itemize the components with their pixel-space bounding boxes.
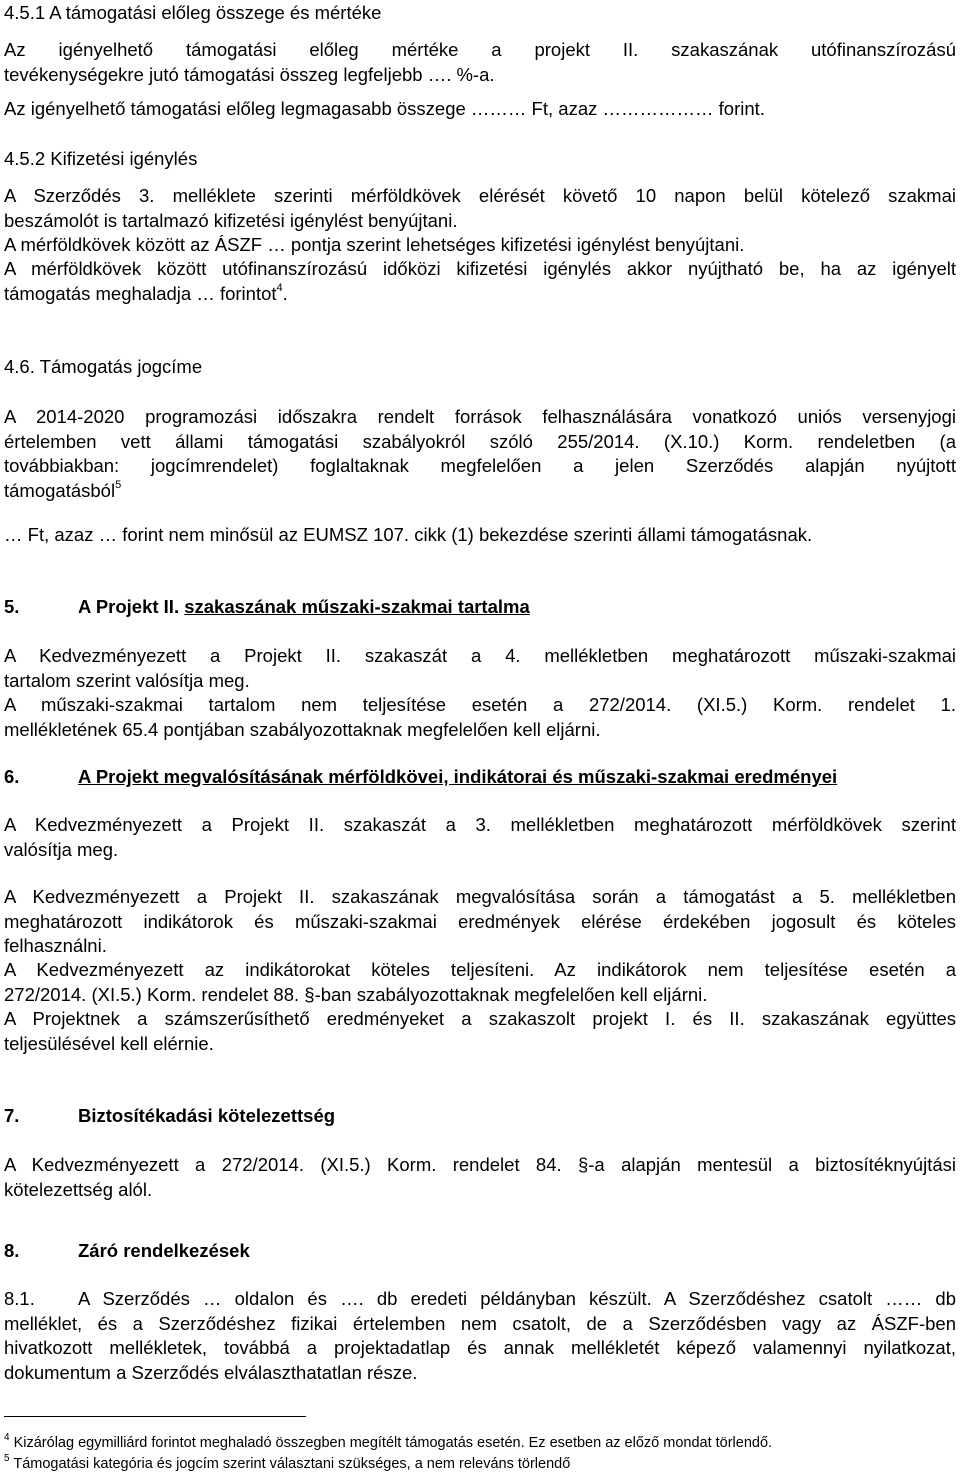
section-6-paragraph-3 xyxy=(4,958,956,1007)
section-4-5-2-heading: 4.5.2 Kifizetési igénylés xyxy=(4,148,198,169)
text-line: melléklet, és a Szerződéshez fizikai értelemben nem csatolt, de a Szerződésben vagy az ÁSZF-ben xyxy=(4,1312,956,1334)
text-line: teljesülésével kell elérnie. xyxy=(4,1032,214,1054)
section-6-paragraph-1 xyxy=(4,813,956,862)
footnote-ref-4[interactable]: 4 xyxy=(276,282,283,295)
text-line: A műszaki-szakmai tartalom nem teljesítése esetén a 272/2014. (XI.5.) Korm. rendelet 1. xyxy=(4,694,956,715)
section-6-heading xyxy=(4,765,956,790)
section-number: 5. xyxy=(4,596,20,617)
section-4-5-1-paragraph-1 xyxy=(4,38,956,87)
text-line: kötelezettség alól. xyxy=(4,1178,153,1200)
text-line: A Kedvezményezett a Projekt II. szakaszát a 4. mellékletben meghatározott műszaki-szakmai xyxy=(4,645,956,666)
text-line: dokumentum a Szerződés elválaszthatatlan része. xyxy=(4,1361,418,1383)
text-run: . xyxy=(282,282,288,304)
section-6-paragraph-2 xyxy=(4,885,956,959)
text-line: A Kedvezményezett a 272/2014. (XI.5.) Korm. rendelet 84. §-a alapján mentesül a biztosítéknyújtási xyxy=(4,1154,956,1175)
heading-text: Záró rendelkezések xyxy=(78,1240,250,1261)
section-number: 8. xyxy=(4,1240,20,1261)
text-line: A Projektnek a számszerűsíthető eredményeket a szakaszolt projekt I. és II. szakaszának együttes xyxy=(4,1008,956,1029)
section-8-1-paragraph xyxy=(4,1287,956,1385)
text-run: támogatásból xyxy=(4,479,116,501)
text-line: továbbiakban: jogcímrendelet) foglaltaknak megfelelően a jelen Szerződés alapján nyújtott xyxy=(4,455,956,476)
text-line xyxy=(4,282,956,307)
footnote-mark: 5 xyxy=(4,1453,10,1465)
section-8-heading xyxy=(4,1239,956,1264)
text-line: A 2014-2020 programozási időszakra rendelt források felhasználására vonatkozó uniós versenyjogi xyxy=(4,406,956,427)
footnote-separator xyxy=(4,1416,306,1417)
section-4-6-paragraph-2: … Ft, azaz … forint nem minősül az EUMSZ 107. cikk (1) bekezdése szerinti állami támogatásnak. xyxy=(4,524,813,545)
heading-text-underlined: szakaszának műszaki-szakmai tartalma xyxy=(184,596,530,617)
section-4-6-paragraph-1 xyxy=(4,405,956,503)
text-line xyxy=(4,1287,956,1312)
heading-text: Biztosítékadási kötelezettség xyxy=(78,1105,336,1126)
footnote-text: Kizárólag egymilliárd forintot meghaladó összegben megítélt támogatás esetén. Ez esetben az előző mondat törlendő. xyxy=(13,1435,773,1451)
text-line: A Kedvezményezett az indikátorokat köteles teljesíteni. Az indikátorok nem teljesítése esetén a xyxy=(4,959,956,980)
footnote-4 xyxy=(4,1434,956,1452)
section-5-heading xyxy=(4,595,956,620)
text-line: 272/2014. (XI.5.) Korm. rendelet 88. §-ban szabályozottaknak megfelelően kell eljárni. xyxy=(4,983,708,1005)
heading-text: A Projekt II. xyxy=(78,596,185,617)
text-line xyxy=(4,479,956,504)
section-4-6-heading: 4.6. Támogatás jogcíme xyxy=(4,356,203,377)
text-line: beszámolót is tartalmazó kifizetési igénylést benyújtani. xyxy=(4,209,458,231)
text-line: A Kedvezményezett a Projekt II. szakaszának megvalósítása során a támogatást a 5. mellékletben xyxy=(4,886,956,907)
text-line: Az igényelhető támogatási előleg mértéke a projekt II. szakaszának utófinanszírozású xyxy=(4,39,956,60)
section-7-paragraph-1 xyxy=(4,1153,956,1202)
footnote-5 xyxy=(4,1455,956,1473)
text-line: mellékletének 65.4 pontjában szabályozottaknak megfelelően kell eljárni. xyxy=(4,718,601,740)
text-line: meghatározott indikátorok és műszaki-szakmai eredmények elérése érdekében jogosult és köteles xyxy=(4,910,956,932)
text-line: valósítja meg. xyxy=(4,838,119,860)
text-line: tartalom szerint valósítja meg. xyxy=(4,669,250,691)
section-number: 6. xyxy=(4,766,20,787)
text-line: A mérföldkövek között utófinanszírozású időközi kifizetési igénylés akkor nyújtható be, ha az igényelt xyxy=(4,258,956,279)
footnote-mark: 4 xyxy=(4,1432,10,1444)
text-line: A Szerződés 3. melléklete szerinti mérföldkövek elérését követő 10 napon belül kötelező szakmai xyxy=(4,185,956,206)
text-line: tevékenységekre jutó támogatási összeg legfeljebb …. %-a. xyxy=(4,63,495,85)
section-5-paragraph-2 xyxy=(4,693,956,742)
section-4-5-2-paragraph-3 xyxy=(4,257,956,306)
footnote-ref-5[interactable]: 5 xyxy=(115,479,122,492)
text-line: értelemben vett állami támogatási szabályokról szóló 255/2014. (X.10.) Korm. rendeletben (a xyxy=(4,430,956,452)
section-7-heading xyxy=(4,1104,956,1129)
footnote-text: Támogatási kategória és jogcím szerint választani szükséges, a nem releváns törlendő xyxy=(13,1456,571,1472)
section-6-paragraph-4 xyxy=(4,1007,956,1056)
heading-text-underlined: A Projekt megvalósításának mérföldkövei, indikátorai és műszaki-szakmai eredményei xyxy=(78,766,838,787)
text-run: A Szerződés … oldalon és …. db eredeti példányban készült. A Szerződéshez csatolt …… db xyxy=(78,1288,956,1309)
section-4-5-1-heading: 4.5.1 A támogatási előleg összege és mértéke xyxy=(4,2,382,23)
section-4-5-2-paragraph-2: A mérföldkövek között az ÁSZF … pontja szerint lehetséges kifizetési igénylést benyújtani. xyxy=(4,234,745,255)
section-number: 7. xyxy=(4,1105,20,1126)
text-line: felhasználni. xyxy=(4,935,107,956)
section-5-paragraph-1 xyxy=(4,644,956,693)
text-run: támogatás meghaladja … forintot xyxy=(4,282,277,304)
paragraph-number: 8.1. xyxy=(4,1288,35,1309)
text-line: hivatkozott mellékletek, továbbá a projektadatlap és annak mellékletét képező valamennyi nyilatkozat, xyxy=(4,1337,956,1358)
text-line: A Kedvezményezett a Projekt II. szakaszát a 3. mellékletben meghatározott mérföldkövek szerint xyxy=(4,814,956,835)
section-4-5-2-paragraph-1 xyxy=(4,184,956,233)
section-4-5-1-paragraph-2: Az igényelhető támogatási előleg legmagasabb összege ……… Ft, azaz ……………… forint. xyxy=(4,98,765,119)
